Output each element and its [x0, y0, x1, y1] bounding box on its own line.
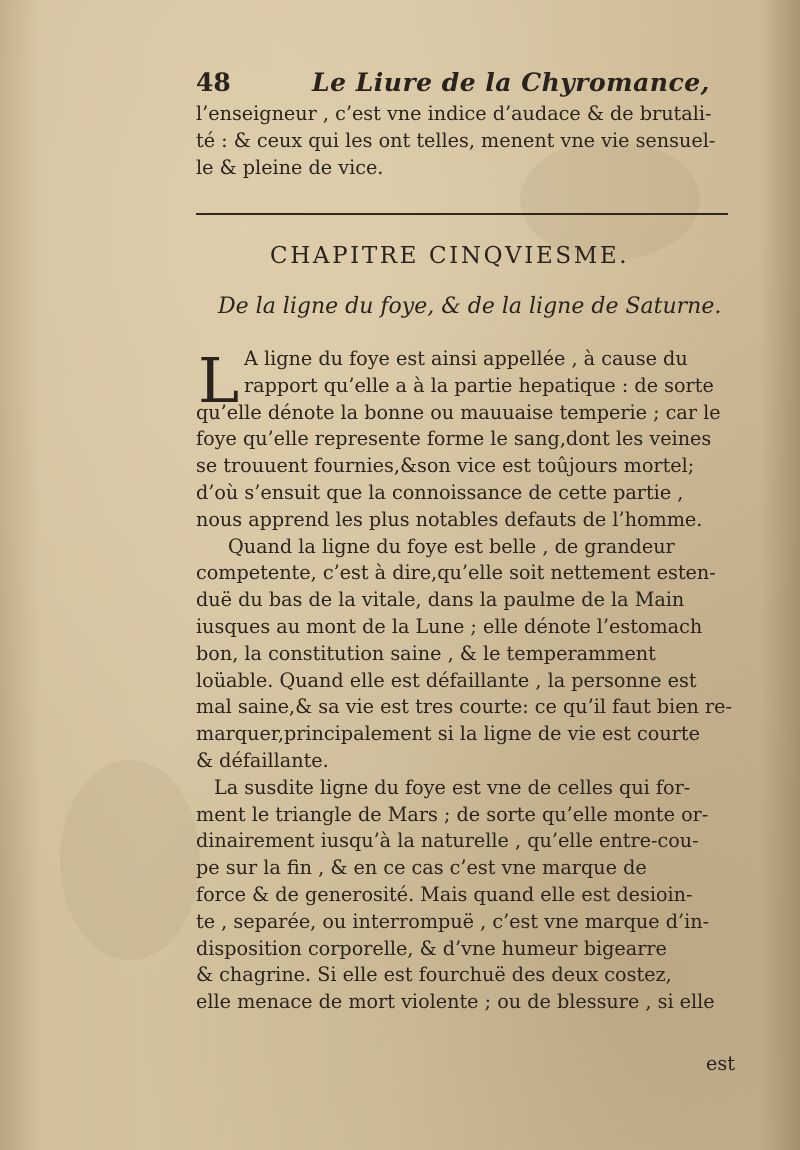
text-line: dinairement iusqu’à la naturelle , qu’elle entre-cou-: [196, 829, 699, 853]
text-line: La susdite ligne du foye est vne de celles qui for-: [214, 775, 691, 799]
text-line: duë du bas de la vitale, dans la paulme de la Main: [196, 588, 685, 612]
text-line: elle menace de mort violente ; ou de blessure , si elle: [196, 990, 715, 1014]
text-line: rapport qu’elle a à la partie hepatique : de sorte: [244, 373, 714, 397]
page-number: 48: [196, 68, 231, 97]
text-line: ment le triangle de Mars ; de sorte qu’elle monte or-: [196, 802, 709, 826]
text-line: disposition corporelle, & d’vne humeur bigearre: [196, 936, 667, 960]
text-line: bon, la constitution saine , & le temperamment: [196, 641, 656, 665]
text-line: qu’elle dénote la bonne ou mauuaise temperie ; car le: [196, 400, 721, 424]
section-divider: [196, 213, 728, 215]
text-line: & défaillante.: [196, 748, 329, 772]
chapter-opening-lines: [196, 346, 744, 400]
chapter-title: CHAPITRE CINQVIESME.: [270, 243, 630, 269]
text-line: te , separée, ou interrompuë , c’est vne marque d’in-: [196, 909, 710, 933]
text-line: se trouuent fournies,&son vice est toûjours mortel;: [196, 454, 695, 478]
text-line: & chagrine. Si elle est fourchuë des deux costez,: [196, 963, 672, 987]
text-line: té : & ceux qui les ont telles, menent vne vie sensuel-: [196, 128, 716, 152]
chapter-subtitle: De la ligne du foye, & de la ligne de Saturne.: [218, 294, 722, 319]
paper-stain: [60, 760, 200, 960]
text-line: l’enseigneur , c’est vne indice d’audace & de brutali-: [196, 102, 712, 125]
text-line: mal saine,& sa vie est tres courte: ce qu’il faut bien re-: [196, 695, 733, 719]
chapter-body: [196, 400, 744, 1016]
drop-cap: L: [198, 344, 240, 417]
page-header: [196, 68, 736, 104]
text-line: loüable. Quand elle est défaillante , la personne est: [196, 668, 697, 692]
text-line: iusques au mont de la Lune ; elle dénote l’estomach: [196, 614, 703, 638]
text-line: Quand la ligne du foye est belle , de grandeur: [228, 534, 675, 558]
intro-paragraph: [196, 101, 744, 181]
text-line: d’où s’ensuit que la connoissance de cette partie ,: [196, 480, 684, 504]
text-line: foye qu’elle represente forme le sang,dont les veines: [196, 427, 712, 451]
text-line: le & pleine de vice.: [196, 155, 384, 179]
text-line: nous apprend les plus notables defauts de l’homme.: [196, 507, 703, 531]
text-line: A ligne du foye est ainsi appellée , à cause du: [244, 347, 688, 370]
text-line: pe sur la fin , & en ce cas c’est vne marque de: [196, 856, 647, 880]
text-line: competente, c’est à dire,qu’elle soit nettement esten-: [196, 561, 716, 585]
text-line: marquer,principalement si la ligne de vie est courte: [196, 722, 700, 746]
running-title: Le Liure de la Chyromance,: [312, 68, 710, 97]
catchword: est: [706, 1052, 735, 1075]
text-line: force & de generosité. Mais quand elle est desioin-: [196, 882, 693, 906]
